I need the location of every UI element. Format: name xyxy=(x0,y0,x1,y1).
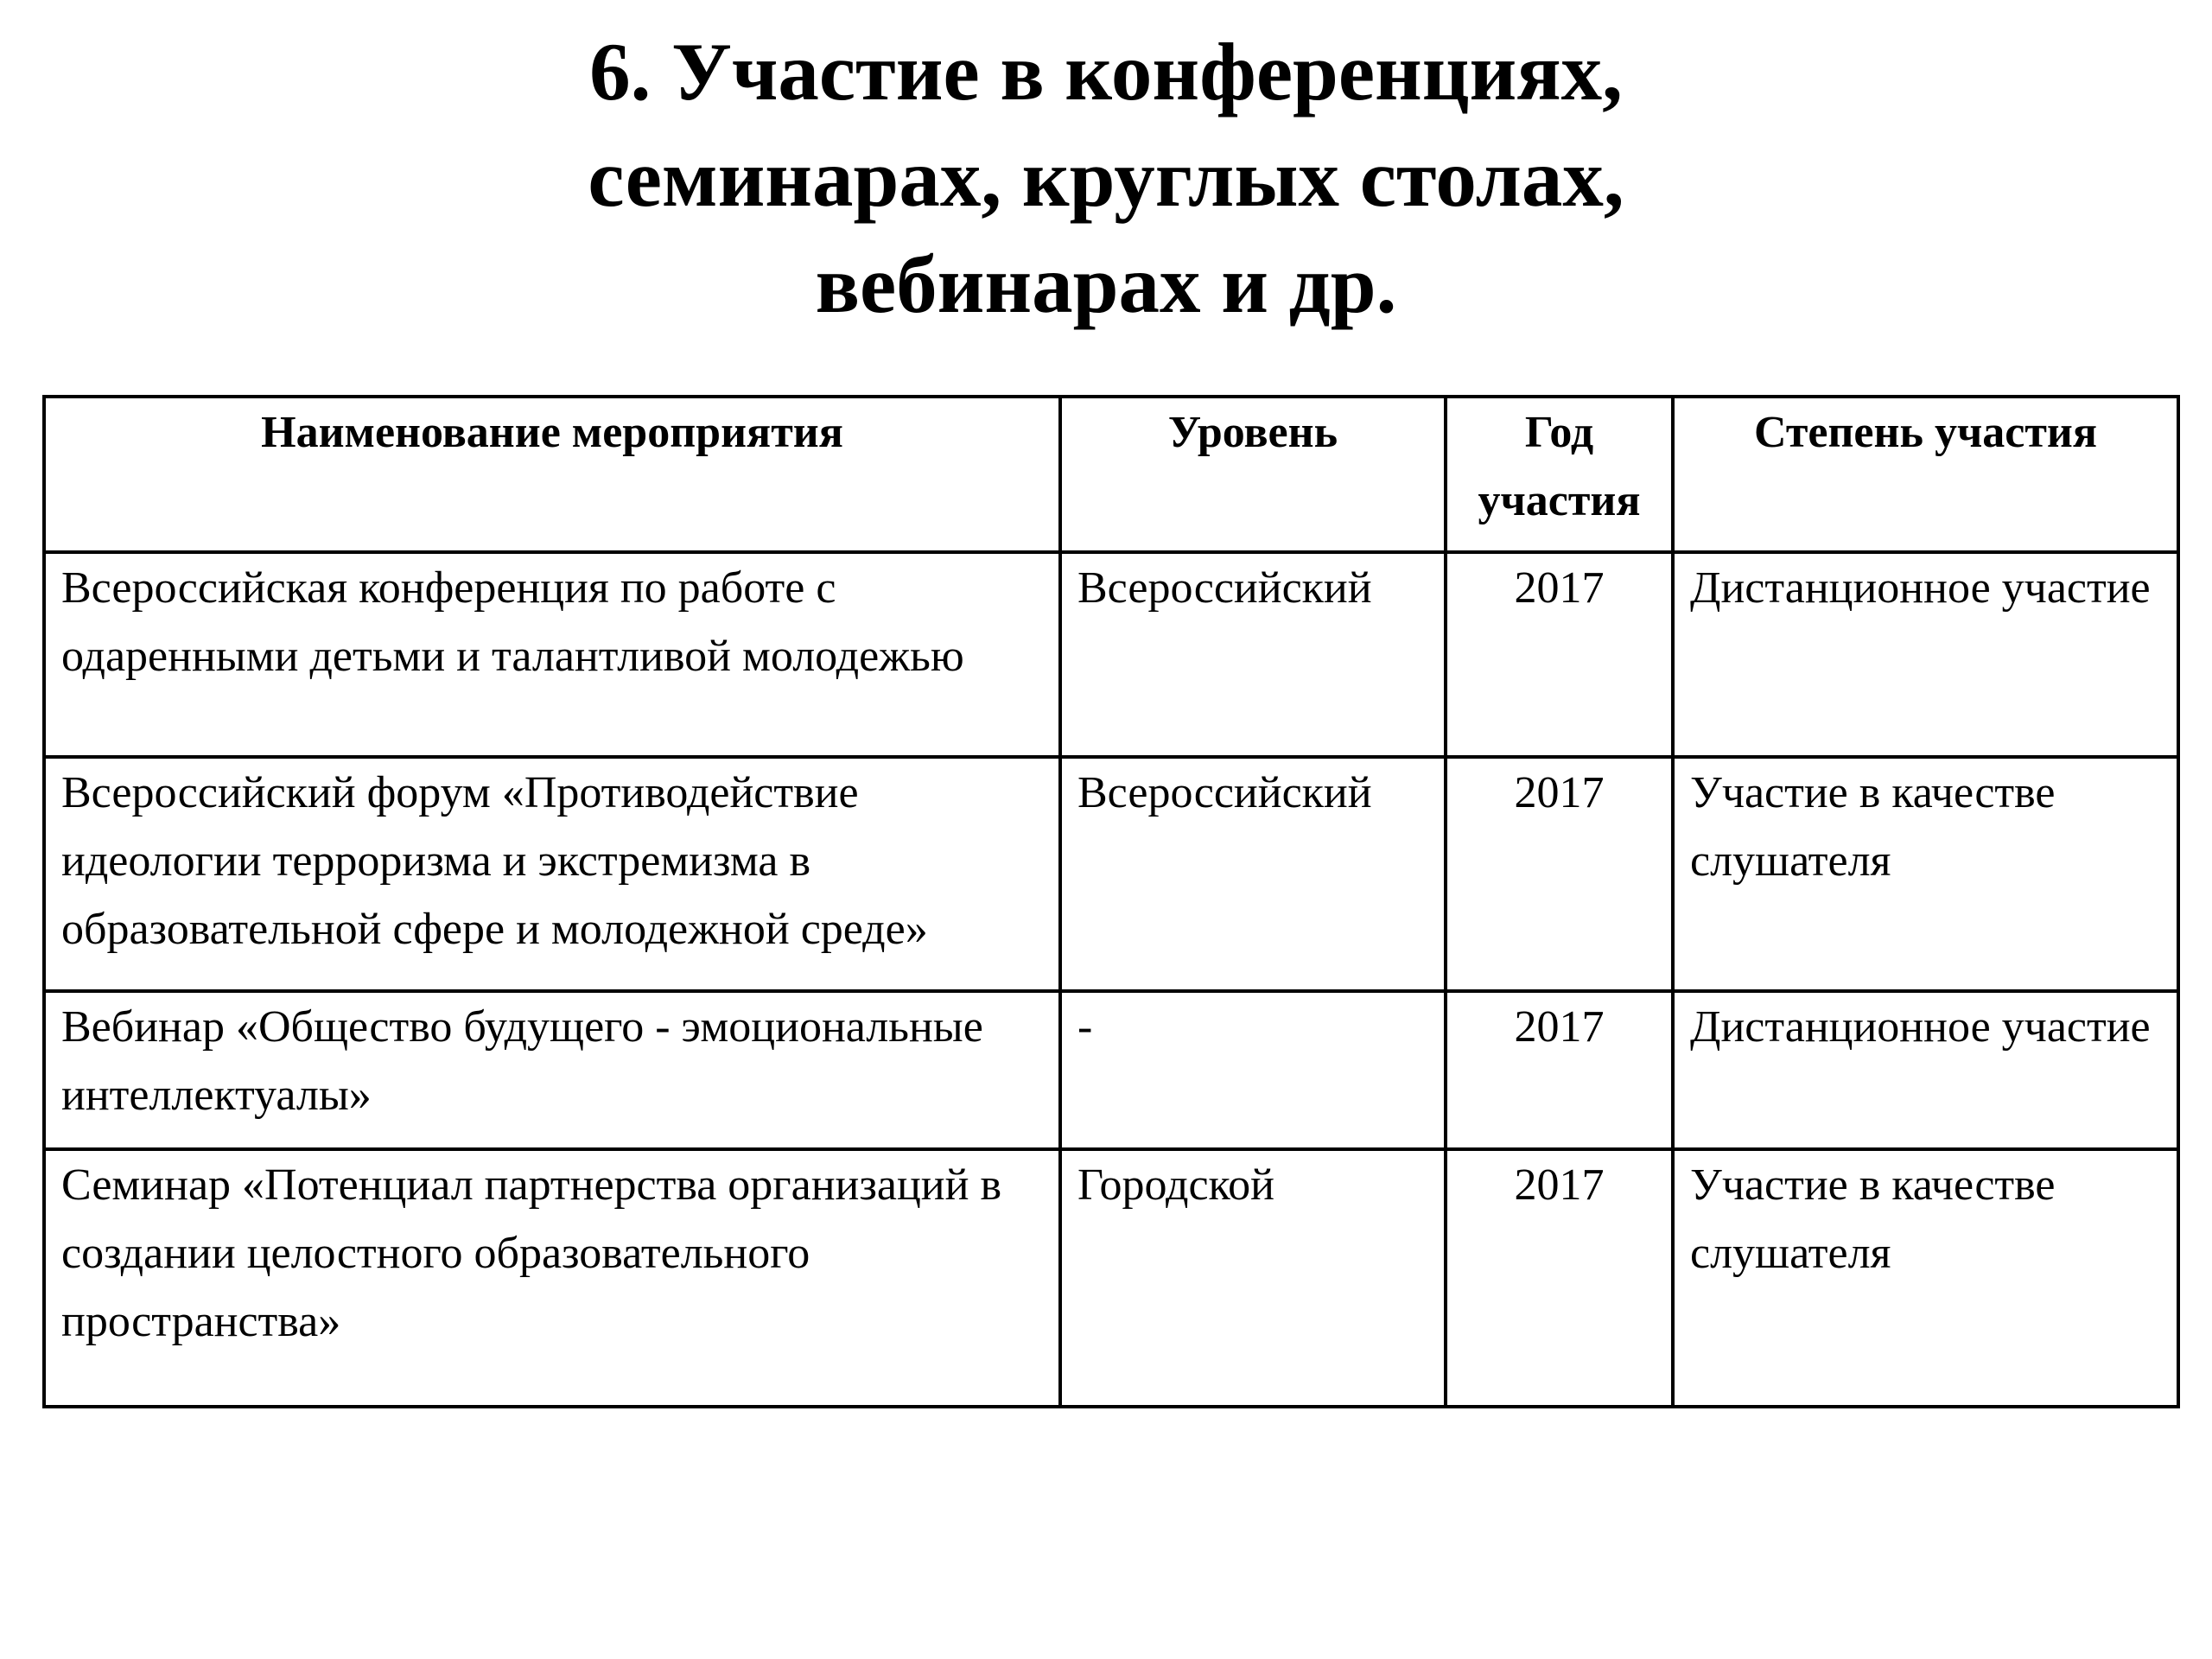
cell-level: Всероссийский xyxy=(1060,552,1446,757)
table-row xyxy=(44,991,2178,1149)
events-table xyxy=(42,395,2180,1408)
table-row xyxy=(44,552,2178,757)
cell-event-name: Всероссийский форум «Противодействие идеологии терроризма и экстремизма в образовательной сфере и молодежной среде» xyxy=(44,757,1060,991)
header-event-name: Наименование мероприятия xyxy=(44,397,1060,552)
cell-level: - xyxy=(1060,991,1446,1149)
cell-year: 2017 xyxy=(1446,991,1673,1149)
title-line: вебинарах и др. xyxy=(815,238,1397,330)
cell-year: 2017 xyxy=(1446,757,1673,991)
cell-level: Всероссийский xyxy=(1060,757,1446,991)
header-year xyxy=(1446,397,1673,552)
cell-event-name: Семинар «Потенциал партнерства организаций в создании целостного образовательного пространства» xyxy=(44,1149,1060,1407)
cell-event-name: Вебинар «Общество будущего - эмоциональные интеллектуалы» xyxy=(44,991,1060,1149)
cell-participation: Участие в качестве слушателя xyxy=(1673,757,2178,991)
cell-participation: Участие в качестве слушателя xyxy=(1673,1149,2178,1407)
title-line: 6. Участие в конференциях, xyxy=(589,26,1623,118)
events-table-container xyxy=(42,395,2177,1408)
header-participation: Степень участия xyxy=(1673,397,2178,552)
cell-participation: Дистанционное участие xyxy=(1673,991,2178,1149)
cell-year: 2017 xyxy=(1446,552,1673,757)
cell-participation: Дистанционное участие xyxy=(1673,552,2178,757)
table-header-row xyxy=(44,397,2178,552)
title-line: семинарах, круглых столах, xyxy=(588,132,1624,224)
cell-year: 2017 xyxy=(1446,1149,1673,1407)
table-row xyxy=(44,1149,2178,1407)
cell-level: Городской xyxy=(1060,1149,1446,1407)
table-row xyxy=(44,757,2178,991)
header-level: Уровень xyxy=(1060,397,1446,552)
header-year-line: Год xyxy=(1524,408,1594,457)
header-year-line: участия xyxy=(1478,476,1641,525)
cell-event-name: Всероссийская конференция по работе с одаренными детьми и талантливой молодежью xyxy=(44,552,1060,757)
page-title xyxy=(0,19,2212,338)
